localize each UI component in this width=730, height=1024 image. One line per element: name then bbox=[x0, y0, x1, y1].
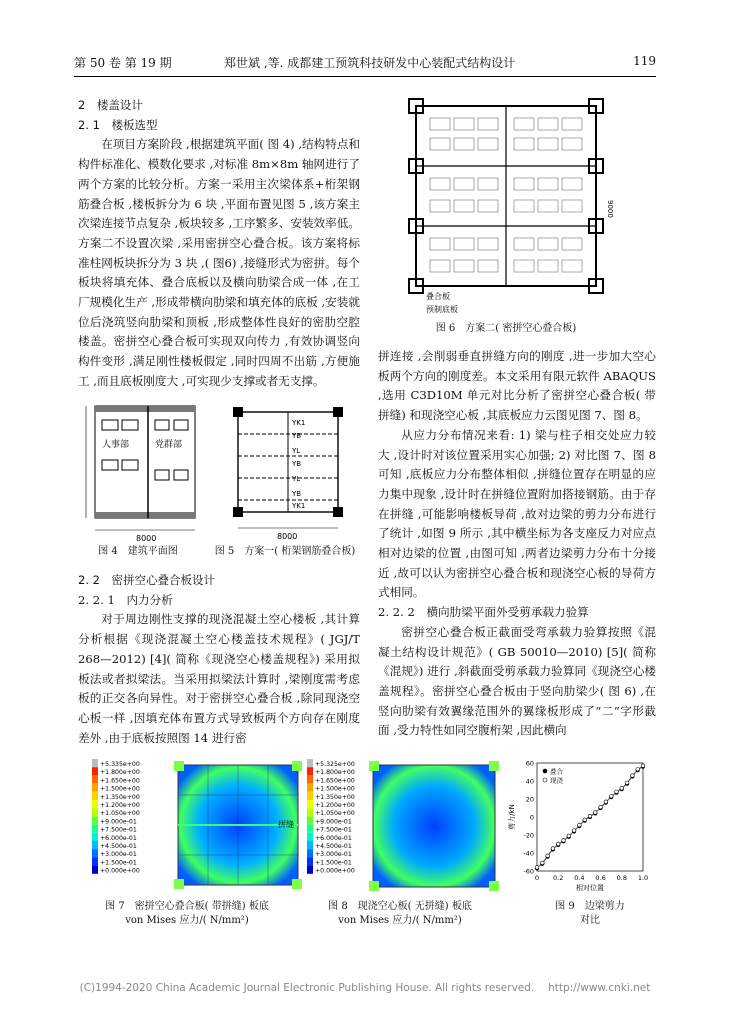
figure-5-scheme-one bbox=[212, 400, 362, 545]
y-tick-label: 60 bbox=[525, 759, 534, 768]
figure-7-stress-contour bbox=[90, 755, 305, 895]
legend-value: +6.000e-01 bbox=[315, 834, 352, 842]
figure-8-caption-line2: von Mises 应力/( N/mm²) bbox=[338, 915, 462, 926]
desk bbox=[122, 420, 138, 430]
plan-outline bbox=[95, 406, 195, 518]
legend-swatch bbox=[92, 825, 98, 833]
desk bbox=[102, 420, 118, 430]
desk bbox=[122, 460, 138, 470]
figure-8-stress-contour bbox=[305, 755, 520, 895]
legend-8 bbox=[307, 759, 355, 875]
data-point bbox=[562, 839, 566, 843]
figure-6-caption: 图 6 方案二( 密拼空心叠合板) bbox=[435, 323, 577, 334]
legend-swatch bbox=[307, 800, 313, 808]
data-point bbox=[625, 781, 629, 785]
x-tick-label: 0.8 bbox=[616, 874, 627, 882]
dimension-label: 8000 bbox=[277, 532, 298, 541]
figure-9-shear-chart bbox=[505, 755, 655, 895]
data-point bbox=[535, 866, 539, 870]
legend-value: +1.200e+00 bbox=[315, 802, 355, 809]
slab-label: YL bbox=[292, 475, 301, 483]
data-point bbox=[641, 764, 645, 768]
legend-swatch bbox=[92, 833, 98, 841]
legend-value: +1.650e+00 bbox=[100, 777, 140, 785]
legend-value: +3.000e-01 bbox=[315, 851, 352, 859]
legend-value: +4.500e-01 bbox=[100, 843, 137, 850]
plan-wall bbox=[95, 406, 195, 412]
legend-marker bbox=[543, 778, 547, 782]
legend-value: +1.650e+00 bbox=[315, 777, 355, 785]
paragraph: 对于周边刚性支撑的现浇混凝土空心楼板 ,其计算分析根据《现浇混凝土空心楼盖技术规程》( JGJ/T 268—2012) [4]( 简称《现浇空心楼盖规程》) 采用拟板法或者拟梁法。当采用拟梁法计算时 ,梁刚度需考虑板的正交各向异性。对于密拼空心叠合板 ,除同现浇空心板一样 ,因填充体布置方式导致板两个方向存在刚度差外 ,由于底板按照图 14 进行密 bbox=[78, 612, 360, 745]
legend-swatch bbox=[307, 784, 313, 792]
plan-wall bbox=[95, 512, 195, 518]
right-column bbox=[378, 347, 656, 741]
legend-swatch bbox=[92, 800, 98, 808]
corner-stress bbox=[292, 761, 302, 771]
paragraph: 拼连接 ,会削弱垂直拼缝方向的刚度 ,进一步加大空心板两个方向的刚度差。本文采用有限元软件 ABAQUS ,选用 C3D10M 单元对比分析了密拼空心叠合板( 带拼缝) 和现浇空心板 ,其底板应力云图见图 7、图 8。 bbox=[378, 349, 656, 423]
running-header bbox=[74, 54, 656, 74]
figure-7-caption-line2: von Mises 应力/( N/mm²) bbox=[125, 915, 249, 926]
figure-8-caption-line1: 图 8 现浇空心板( 无拼缝) 板底 bbox=[328, 901, 472, 912]
section-heading-2-1: 2. 1 楼板选型 bbox=[78, 117, 158, 132]
left-column-top bbox=[78, 96, 360, 392]
y-tick-label: -60 bbox=[523, 867, 534, 876]
section-heading-2-2-2: 2. 2. 2 横向肋梁平面外受剪承载力验算 bbox=[378, 605, 589, 620]
data-point bbox=[636, 768, 640, 772]
legend-swatch bbox=[307, 841, 313, 849]
figure-9-caption-line1: 图 9 边梁剪力 bbox=[555, 901, 625, 912]
legend-label: 现浇 bbox=[550, 776, 563, 785]
y-tick-label: -40 bbox=[523, 849, 534, 858]
figure-8-caption bbox=[300, 900, 500, 928]
slab-label: YB bbox=[292, 460, 302, 468]
legend-swatch bbox=[307, 775, 313, 783]
x-axis-label: 相对位置 bbox=[576, 884, 604, 892]
column bbox=[233, 507, 243, 517]
data-point bbox=[567, 834, 571, 838]
y-axis-label: 剪力/kN bbox=[508, 804, 516, 830]
data-point bbox=[604, 800, 608, 804]
data-point bbox=[556, 842, 560, 846]
paragraph: 从应力分布情况来看: 1) 梁与柱子相交处应力较大 ,设计时对该位置采用实心加强; 2) 对比图 7、图 8 可知 ,底板应力分布整体相似 ,拼缝位置存在明显的应力集中现象 ,设计时在拼缝位置附加搭接钢筋。由于存在拼缝 ,可能影响楼板导荷 ,故对边梁的剪力分布进行了统计 ,如图 9 所示 ,其中横坐标为各支座反力对应点相对边梁的位置 ,由图可知 ,两者边梁剪力分布十分接近 ,故可以认为密拼空心叠合板和现浇空心板的导荷方式相同。 bbox=[378, 427, 656, 600]
figure-7-caption bbox=[82, 900, 292, 928]
legend-swatch bbox=[307, 866, 313, 874]
column bbox=[233, 407, 243, 417]
data-point bbox=[541, 861, 545, 865]
seam-label: 拼缝 bbox=[278, 820, 294, 829]
data-point bbox=[620, 786, 624, 790]
legend-value: +3.000e-01 bbox=[100, 851, 137, 859]
legend-value: +1.050e+00 bbox=[100, 810, 140, 818]
x-tick-label: 0 bbox=[534, 874, 540, 882]
data-point bbox=[599, 805, 603, 809]
data-point bbox=[631, 774, 635, 778]
running-title: 郑世斌 ,等. 成都建工预筑科技研发中心装配式结构设计 bbox=[224, 56, 516, 70]
legend-value: +6.000e-01 bbox=[100, 834, 137, 842]
legend-value: +9.000e-01 bbox=[100, 818, 137, 826]
legend-swatch bbox=[92, 767, 98, 775]
legend-value: +9.000e-01 bbox=[315, 818, 352, 826]
corner-stress bbox=[292, 879, 302, 889]
data-point bbox=[572, 829, 576, 833]
legend-value: +1.500e+00 bbox=[100, 785, 140, 793]
corner-stress bbox=[369, 881, 379, 891]
desk bbox=[174, 470, 188, 480]
legend-label: 叠合 bbox=[550, 767, 563, 776]
figure-9-caption bbox=[535, 900, 645, 928]
contour-plate bbox=[373, 765, 495, 887]
slab-label: YL bbox=[292, 447, 301, 455]
data-point bbox=[588, 814, 592, 818]
legend-value: +1.800e+00 bbox=[315, 769, 355, 777]
corner-stress bbox=[489, 761, 499, 771]
figure-9-caption-line2: 对比 bbox=[580, 915, 600, 926]
y-tick-label: 20 bbox=[525, 795, 534, 804]
room-label: 人事部 bbox=[102, 440, 130, 450]
legend-value: +1.350e+00 bbox=[100, 793, 140, 801]
figure-4-floor-plan bbox=[80, 400, 200, 545]
legend-value: +1.500e+00 bbox=[315, 785, 355, 793]
data-point bbox=[551, 847, 555, 851]
data-point bbox=[583, 818, 587, 822]
left-column-bottom bbox=[78, 571, 360, 748]
legend-value: +7.500e-01 bbox=[100, 826, 137, 834]
room-label: 党群部 bbox=[155, 440, 183, 450]
legend-swatch bbox=[307, 849, 313, 857]
legend-swatch bbox=[307, 759, 313, 767]
legend-value: +1.500e-01 bbox=[315, 859, 352, 867]
x-tick-label: 0.6 bbox=[595, 874, 606, 882]
data-point bbox=[578, 823, 582, 827]
legend-swatch bbox=[92, 841, 98, 849]
paragraph: 在项目方案阶段 ,根据建筑平面( 图 4) ,结构特点和构件标准化、模数化要求 ,对标准 8m×8m 轴网进行了两个方案的比较分析。方案一采用主次梁体系+桁架钢筋叠合板 ,楼板拆分为 6 块 ,平面布置见图 5 ,该方案主次梁连接节点复杂 ,板块较多 ,工序繁多、安装效率低。方案二不设置次梁 ,采用密拼空心叠合板。该方案将标准柱网板块拆分为 3 块 ,( 图6) ,接缝形式为密拼。每个板块将填充体、叠合底板以及横向肋梁合成一体 ,在工厂规模化生产 ,形成带横向肋梁和填充体的底板 ,安装就位后浇筑竖向肋梁和顶板 ,形成整体性良好的密肋空腔楼盖。密拼空心叠合板可实现双向传力 ,有效协调竖向构件变形 ,满足刚性楼板假定 ,同时四周不出筋 ,方便施工 ,而且底板刚度大 ,可实现少支撑或者无支撑。 bbox=[78, 137, 361, 388]
legend-value: +0.000e+00 bbox=[315, 867, 355, 875]
column bbox=[333, 507, 343, 517]
paragraph: 密拼空心叠合板正截面受弯承载力验算按照《混凝土结构设计规范》( GB 50010—2010) [5]( 简称《混规》) 进行 ,斜截面受剪承载力验算同《现浇空心楼盖规程》。密拼空心叠合板由于竖向肋梁少( 图 6) ,在竖向肋梁有效翼缘范围外的翼缘板形成了“二”字形截面 ,受力特性如同空腹桁架 ,因此横向 bbox=[378, 624, 656, 738]
legend-swatch bbox=[307, 833, 313, 841]
legend-value: +1.800e+00 bbox=[100, 769, 140, 777]
y-tick-label: 40 bbox=[525, 777, 534, 786]
legend-value: +1.200e+00 bbox=[100, 802, 140, 809]
header-rule bbox=[74, 76, 656, 77]
slab-label: YK1 bbox=[292, 419, 306, 427]
dimension-label: 9000 bbox=[606, 200, 614, 218]
legend-swatch bbox=[92, 849, 98, 857]
legend-value: +1.050e+00 bbox=[315, 810, 355, 818]
legend-swatch bbox=[92, 759, 98, 767]
figure-5-caption: 图 5 方案一( 桁架钢筋叠合板) bbox=[214, 546, 356, 557]
figure-6-scheme-two bbox=[390, 88, 622, 320]
figure-7-caption-line1: 图 7 密拼空心叠合板( 带拼缝) 板底 bbox=[105, 901, 269, 912]
legend-value: +1.350e+00 bbox=[315, 793, 355, 801]
legend-swatch bbox=[92, 857, 98, 865]
legend-value: +1.500e-01 bbox=[100, 859, 137, 867]
legend-swatch bbox=[307, 792, 313, 800]
legend-7 bbox=[92, 759, 140, 875]
legend-swatch bbox=[307, 767, 313, 775]
figure-4-caption: 图 4 建筑平面图 bbox=[98, 546, 178, 557]
data-point bbox=[594, 811, 598, 815]
legend-value: +4.500e-01 bbox=[315, 843, 352, 850]
slab-label: 预制底板 bbox=[426, 305, 458, 314]
column bbox=[333, 407, 343, 417]
legend-value: +5.335e+00 bbox=[100, 761, 140, 768]
legend-swatch bbox=[307, 825, 313, 833]
legend-swatch bbox=[92, 866, 98, 874]
y-tick-label: -20 bbox=[523, 831, 534, 840]
section-heading-2: 2 楼盖设计 bbox=[78, 98, 143, 112]
legend-swatch bbox=[92, 775, 98, 783]
desk bbox=[174, 420, 188, 430]
legend-swatch bbox=[307, 857, 313, 865]
corner-stress bbox=[489, 881, 499, 891]
slab-label: YB bbox=[292, 490, 302, 498]
slab-label: YK1 bbox=[292, 502, 306, 510]
legend-swatch bbox=[92, 808, 98, 816]
legend-value: +0.000e+00 bbox=[100, 867, 140, 875]
x-tick-label: 0.4 bbox=[574, 874, 585, 882]
data-point bbox=[546, 854, 550, 858]
dimension-label: 8000 bbox=[136, 534, 157, 543]
legend-swatch bbox=[307, 808, 313, 816]
desk bbox=[155, 470, 169, 480]
legend-swatch bbox=[92, 784, 98, 792]
legend-swatch bbox=[92, 792, 98, 800]
desk bbox=[155, 420, 169, 430]
copyright-footer: (C)1994-2020 China Academic Journal Electronic Publishing House. All rights reserved. http://www.cnki.net bbox=[79, 982, 651, 994]
legend-swatch bbox=[307, 816, 313, 824]
corner-stress bbox=[174, 761, 184, 771]
y-tick-label: 0 bbox=[529, 813, 534, 822]
legend-swatch bbox=[92, 816, 98, 824]
page-number: 119 bbox=[633, 54, 656, 68]
journal-issue: 第 50 卷 第 19 期 bbox=[74, 56, 172, 70]
legend-value: +7.500e-01 bbox=[315, 826, 352, 834]
section-heading-2-2-1: 2. 2. 1 内力分析 bbox=[78, 592, 173, 607]
legend-value: +5.325e+00 bbox=[315, 761, 355, 768]
data-point bbox=[615, 790, 619, 794]
corner-stress bbox=[369, 761, 379, 771]
x-tick-label: 1.0 bbox=[637, 874, 649, 882]
data-point bbox=[609, 795, 613, 799]
slab-label: 叠合板 bbox=[426, 292, 450, 301]
legend-marker bbox=[543, 769, 547, 773]
slab-label: YB bbox=[292, 432, 302, 440]
desk bbox=[102, 460, 118, 470]
x-tick-label: 0.2 bbox=[553, 874, 564, 882]
section-heading-2-2: 2. 2 密拼空心叠合板设计 bbox=[78, 573, 215, 587]
corner-stress bbox=[174, 879, 184, 889]
